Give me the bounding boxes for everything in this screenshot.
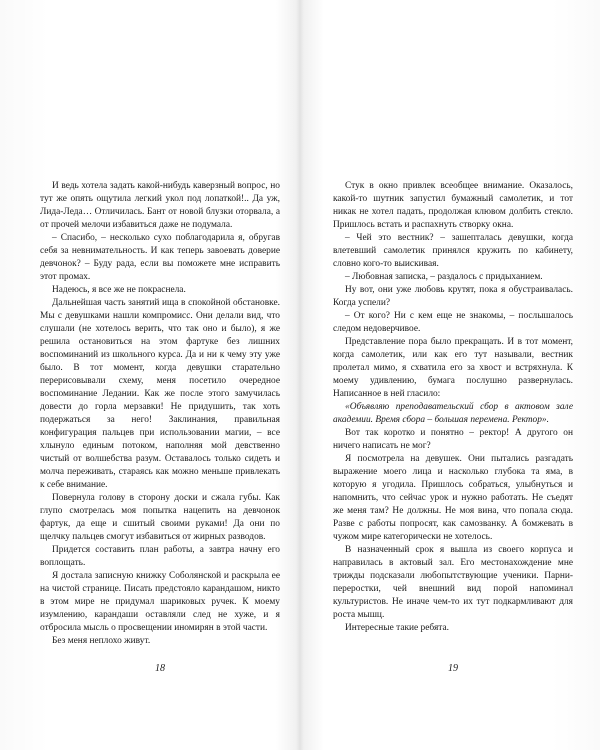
left-paragraph: Повернула голову в сторону доски и сжала губы. Как глупо смотрелась моя попытка нацепить на девчонок фартук, да еще и сшитый своими руками! Да они по щелчку пальцев смогут избавиться от жирных разводов. bbox=[40, 493, 280, 542]
left-paragraph: И ведь хотела задать какой-нибудь каверзный вопрос, но тут же опять ощутила легкий укол под лопаткой!.. Да уж, Лида-Леда… Отличилась. Бант от новой блузки оторвала, а от прочей мелочи избавиться даже не подумала. bbox=[40, 181, 280, 230]
right-paragraph: Интересные такие ребята. bbox=[345, 623, 449, 633]
left-page-text bbox=[40, 180, 280, 648]
right-page-number: 19 bbox=[448, 663, 458, 674]
right-paragraph: Я посмотрела на девушек. Они пытались разгадать выражение моего лица и насколько глубока та яма, в которую я угодила. Пришлось собраться, улыбнуться и напомнить, что сейчас урок и нужно работать. Не съедят же меня там? Не должны. Не моя вина, что попала сюда. Разве с работы попросят, как самозванку. А бомжевать в чужом мире категорически не хотелось. bbox=[333, 454, 573, 542]
right-paragraph: Представление пора было прекращать. И в тот момент, когда самолетик, или как его тут называли, вестник пролетал мимо, я схватила его за хвост и встряхнула. К моему удивлению, бумага послушно развернулась. Написанное в ней гласило: bbox=[333, 337, 573, 399]
right-paragraph: – Чей это вестник? – зашепталась девушки, когда влетевший самолетик принялся кружить по кабинету, словно кого-то выискивая. bbox=[333, 233, 573, 269]
right-paragraph-italic: «Объявляю преподавательский сбор в актовом зале академии. Время сбора – большая перемена. Ректор». bbox=[333, 402, 573, 425]
left-paragraph: Придется составить план работы, а завтра начну его воплощать. bbox=[40, 545, 280, 568]
right-paragraph: Вот так коротко и понятно – ректор! А другого он ничего написать не мог? bbox=[333, 428, 573, 451]
book-gutter bbox=[296, 0, 304, 750]
right-paragraph: В назначенный срок я вышла из своего корпуса и направилась в актовый зал. Его местонахождение мне трижды подсказали любопытствующие ученики. Парни-переростки, чей внешний вид порой напоминал культуристов. Не иначе чем-то их тут подкармливают для роста мышц. bbox=[333, 545, 573, 620]
right-paragraph: – От кого? Ни с кем еще не знакомы, – послышалось следом недоверчивое. bbox=[333, 311, 573, 334]
left-paragraph: Надеюсь, я все же не покраснела. bbox=[52, 285, 186, 295]
right-paragraph: – Любовная записка, – раздалось с придыханием. bbox=[345, 272, 543, 282]
right-paragraph: Стук в окно привлек всеобщее внимание. Оказалось, какой-то шутник запустил бумажный самолетик, и тот никак не хотел падать, продолжая клювом долбить стекло. Пришлось встать и распахнуть створку окна. bbox=[333, 181, 573, 230]
left-paragraph: Дальнейшая часть занятий ища в спокойной обстановке. Мы с девушками нашли компромисс. Они делали вид, что слушали (не хотелось верить, что так оно и было), я же решила остановиться на этом фартуке без лишних воспоминаний из школьного курса. Да и ни к чему эту уже было. В тот момент, когда девушки старательно перерисовывали схему, меня посетило очередное воспоминание Ледании. Как же после этого замучилась довести до горла мерзавки! Не придушить, так хоть подержаться за него! Заклинания, правильная конфигурация пальцев при использовании магии, – все хлынуло единым потоком, наполняя мой девственно чистый от волшебства разум. Оставалось только сидеть и молча переживать, стараясь как можно меньше привлекать к себе внимание. bbox=[40, 298, 280, 490]
left-paragraph: Без меня неплохо живут. bbox=[52, 636, 151, 646]
left-paragraph: – Спасибо, – несколько сухо поблагодарила я, обругав себя за невнимательность. И как теперь завоевать доверие девчонок? – Буду рада, если вы поможете мне исправить этот промах. bbox=[40, 233, 280, 282]
left-page-number: 18 bbox=[155, 663, 165, 674]
left-paragraph: Я достала записную книжку Соболянской и раскрыла ее на чистой странице. Писать предстояло карандашом, никто в этом мире не придумал шариковых ручек. К моему изумлению, карандаши оставляли след не хуже, и я отбросила мысль о просвещении иномирян в этой части. bbox=[40, 571, 280, 633]
right-page-text bbox=[333, 180, 573, 635]
right-paragraph: Ну вот, они уже любовь крутят, пока я обустраивалась. Когда успели? bbox=[333, 285, 573, 308]
